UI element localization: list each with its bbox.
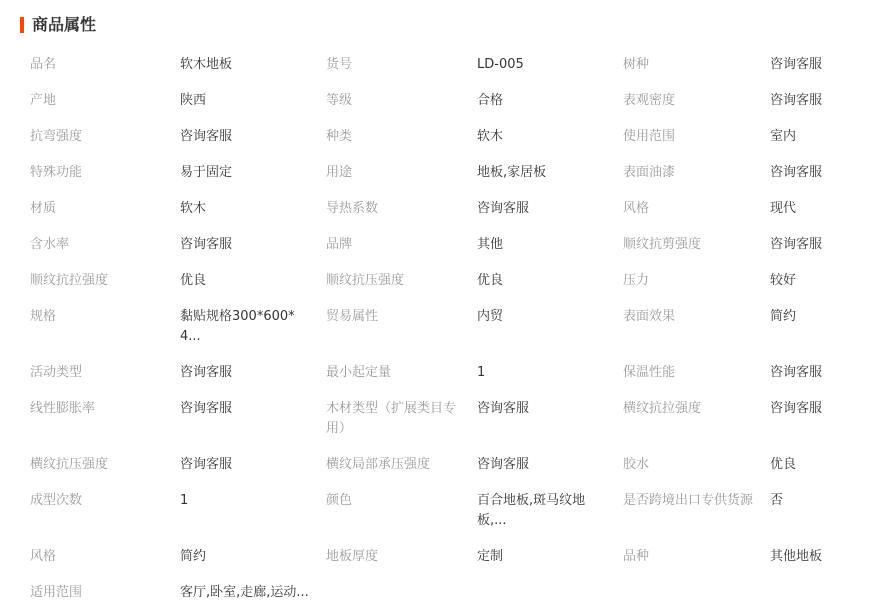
- attr-row: [30, 447, 880, 483]
- attr-label: 产地: [30, 93, 57, 108]
- attr-value: 其他: [477, 237, 504, 252]
- attr-row: [30, 263, 880, 299]
- attr-label: 顺纹抗拉强度: [30, 273, 109, 288]
- attr-label: 抗弯强度: [30, 129, 83, 144]
- attr-value: 否: [770, 493, 784, 508]
- attr-label: 横纹抗拉强度: [623, 401, 702, 416]
- attr-label: 胶水: [623, 457, 650, 472]
- attr-value: 咨询客服: [770, 57, 823, 72]
- attr-label: 表面效果: [623, 309, 676, 324]
- attr-value: 陕西: [180, 93, 207, 108]
- attr-label: 表面油漆: [623, 165, 676, 180]
- attr-label: 活动类型: [30, 365, 83, 380]
- attr-value: 1: [477, 365, 486, 380]
- attr-label: 压力: [623, 273, 650, 288]
- attr-value: 咨询客服: [477, 201, 530, 216]
- attr-label: 线性膨胀率: [30, 401, 96, 416]
- attr-label: 含水率: [30, 237, 70, 252]
- attr-row: [30, 355, 880, 391]
- attr-value: 较好: [770, 273, 797, 288]
- attr-value: 室内: [770, 129, 797, 144]
- attr-value: 咨询客服: [770, 165, 823, 180]
- attr-value: LD-005: [477, 57, 524, 72]
- attr-row: [30, 391, 880, 447]
- attr-value: 咨询客服: [180, 457, 233, 472]
- accent-bar: [20, 17, 24, 33]
- attr-row: [30, 539, 880, 575]
- section-title: 商品属性: [32, 15, 97, 34]
- attr-row: [30, 227, 880, 263]
- attr-label: 货号: [326, 57, 353, 72]
- attr-label: 颜色: [326, 493, 353, 508]
- attr-label: 最小起定量: [326, 365, 392, 380]
- attr-value: 易于固定: [180, 165, 233, 180]
- attr-label: 贸易属性: [326, 309, 379, 324]
- attr-label: 成型次数: [30, 493, 83, 508]
- attr-value: 咨询客服: [770, 237, 823, 252]
- attr-label: 导热系数: [326, 201, 379, 216]
- attr-row: [30, 575, 880, 611]
- attr-row: [30, 47, 880, 83]
- attr-label: 风格: [623, 201, 650, 216]
- attr-value: 软木地板: [180, 57, 233, 72]
- attr-label: 使用范围: [623, 129, 676, 144]
- product-attributes-section: [0, 14, 880, 611]
- attr-label: 等级: [326, 93, 353, 108]
- attr-label: 树种: [623, 57, 650, 72]
- attr-row: [30, 191, 880, 227]
- attr-label: 品牌: [326, 237, 353, 252]
- attr-value: 合格: [477, 93, 504, 108]
- attr-row: [30, 119, 880, 155]
- attributes-table: [0, 47, 880, 611]
- attr-label: 风格: [30, 549, 57, 564]
- attr-label: 保温性能: [623, 365, 676, 380]
- attr-label: 适用范围: [30, 585, 83, 600]
- attr-label: 品名: [30, 57, 57, 72]
- attr-value: 内贸: [477, 309, 504, 324]
- attr-label: 品种: [623, 549, 650, 564]
- attr-value: 优良: [180, 273, 207, 288]
- attr-label: 特殊功能: [30, 165, 83, 180]
- attr-label: 木材类型（扩展类目专用）: [326, 401, 457, 436]
- attr-label: 表观密度: [623, 93, 676, 108]
- section-header: [20, 14, 880, 36]
- attr-value: 优良: [770, 457, 797, 472]
- attr-label: 地板厚度: [326, 549, 379, 564]
- attr-label: 是否跨境出口专供货源: [623, 493, 754, 508]
- attr-value: 客厅,卧室,走廊,运动...: [180, 585, 309, 600]
- attr-row: [30, 155, 880, 191]
- attr-label: 用途: [326, 165, 353, 180]
- attr-value: 咨询客服: [180, 365, 233, 380]
- attr-value: 咨询客服: [770, 93, 823, 108]
- attr-value: 简约: [180, 549, 207, 564]
- attr-label: 种类: [326, 129, 353, 144]
- attr-value: 咨询客服: [770, 365, 823, 380]
- attr-value: 咨询客服: [477, 457, 530, 472]
- attr-value: 咨询客服: [477, 401, 530, 416]
- attr-label: 横纹抗压强度: [30, 457, 109, 472]
- attr-row: [30, 83, 880, 119]
- attr-label: 顺纹抗压强度: [326, 273, 405, 288]
- attr-value: 百合地板,斑马纹地板,...: [477, 493, 586, 528]
- attr-row: [30, 483, 880, 539]
- attr-label: 规格: [30, 309, 57, 324]
- attr-value: 优良: [477, 273, 504, 288]
- attr-value: 定制: [477, 549, 504, 564]
- attr-value: 其他地板: [770, 549, 823, 564]
- attr-value: 1: [180, 493, 189, 508]
- attr-value: 黏贴规格300*600*4...: [180, 309, 295, 344]
- attr-value: 简约: [770, 309, 797, 324]
- attr-value: 地板,家居板: [477, 165, 547, 180]
- attr-value: 软木: [477, 129, 504, 144]
- attr-value: 软木: [180, 201, 207, 216]
- attr-label: 材质: [30, 201, 57, 216]
- attr-value: 咨询客服: [180, 129, 233, 144]
- attr-row: [30, 299, 880, 355]
- attr-label: 横纹局部承压强度: [326, 457, 431, 472]
- attr-value: 咨询客服: [770, 401, 823, 416]
- attr-value: 咨询客服: [180, 401, 233, 416]
- attr-value: 现代: [770, 201, 797, 216]
- attr-value: 咨询客服: [180, 237, 233, 252]
- attr-label: 顺纹抗剪强度: [623, 237, 702, 252]
